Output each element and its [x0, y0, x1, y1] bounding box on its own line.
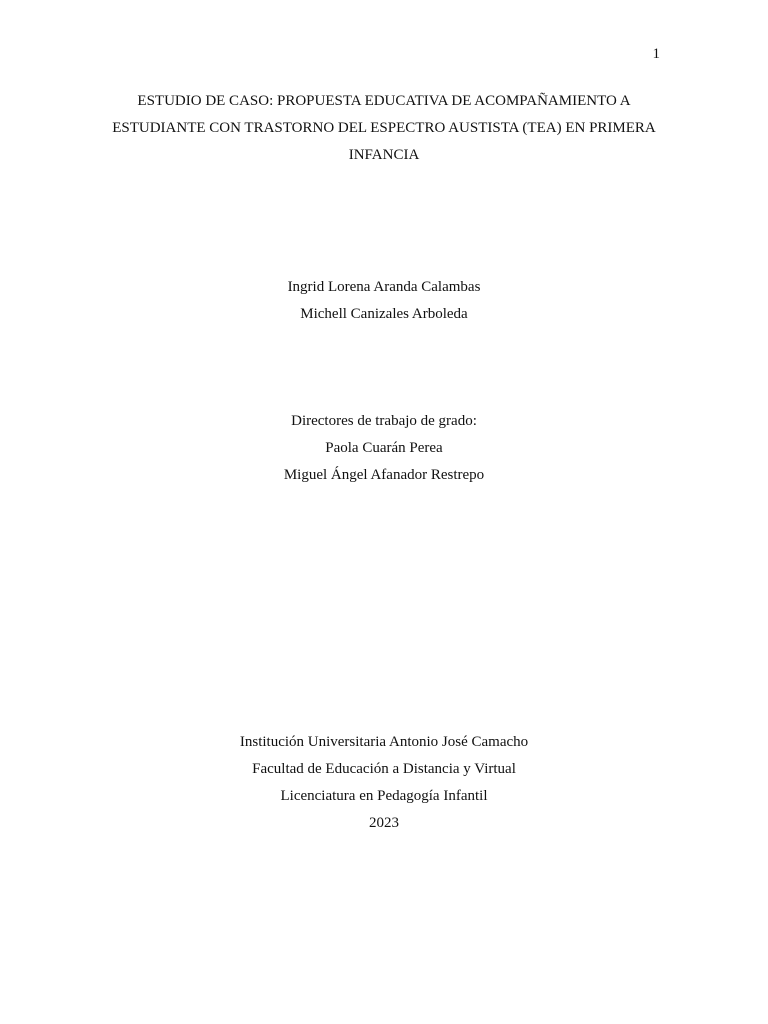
faculty-name: Facultad de Educación a Distancia y Virtual [252, 761, 516, 777]
institution-info [0, 729, 768, 837]
publication-year: 2023 [369, 815, 399, 831]
title-line-3: INFANCIA [348, 147, 420, 163]
director-name: Paola Cuarán Perea [325, 440, 443, 456]
authors [0, 274, 768, 328]
program-name: Licenciatura en Pedagogía Infantil [280, 788, 488, 804]
director-name: Miguel Ángel Afanador Restrepo [283, 467, 485, 483]
title-line-1: ESTUDIO DE CASO: PROPUESTA EDUCATIVA DE ACOMPAÑAMIENTO A [137, 93, 631, 109]
author-name: Ingrid Lorena Aranda Calambas [287, 279, 481, 295]
title-line-2: ESTUDIANTE CON TRASTORNO DEL ESPECTRO AUSTISTA (TEA) EN PRIMERA [112, 120, 656, 136]
thesis-directors [0, 408, 768, 489]
document-title [0, 88, 768, 169]
institution-name: Institución Universitaria Antonio José Camacho [239, 734, 529, 750]
author-name: Michell Canizales Arboleda [300, 306, 468, 322]
directors-label: Directores de trabajo de grado: [291, 413, 477, 429]
page-number: 1 [652, 46, 660, 62]
